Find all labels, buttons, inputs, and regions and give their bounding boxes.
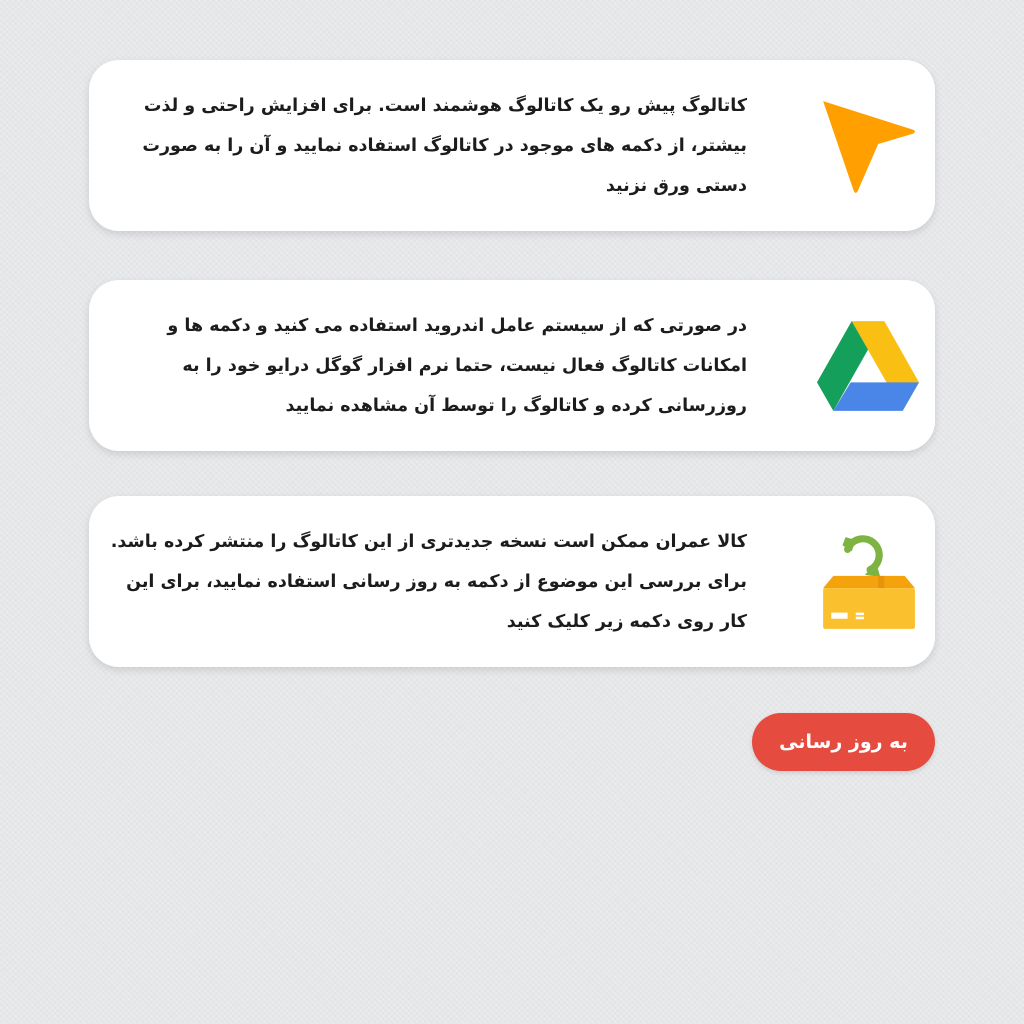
info-card-new-version <box>89 496 935 667</box>
info-card-smart-catalog <box>89 60 935 231</box>
update-box-icon <box>817 531 919 633</box>
card-text: کالا عمران ممکن است نسخه جدیدتری از این کاتالوگ را منتشر کرده باشد. برای بررسی این موضوع از دکمه به روز رسانی استفاده نمایید، برای این کار روی دکمه زیر کلیک کنید <box>110 531 747 632</box>
google-drive-icon <box>817 315 919 417</box>
card-text: کاتالوگ پیش رو یک کاتالوگ هوشمند است. برای افزایش راحتی و لذت بیشتر، از دکمه های موجود در کاتالوگ استفاده نمایید و آن را به صورت دستی ورق نزنید <box>142 95 747 196</box>
card-text: در صورتی که از سیستم عامل اندروید استفاده می کنید و دکمه ها و امکانات کاتالوگ فعال نیست، حتما نرم افزار گوگل درایو خود را به روزرسانی کرده و کاتالوگ را توسط آن مشاهده نمایید <box>167 315 747 416</box>
update-button[interactable]: به روز رسانی <box>752 713 935 771</box>
navigation-arrow-icon <box>817 95 919 197</box>
info-card-android-drive <box>89 280 935 451</box>
